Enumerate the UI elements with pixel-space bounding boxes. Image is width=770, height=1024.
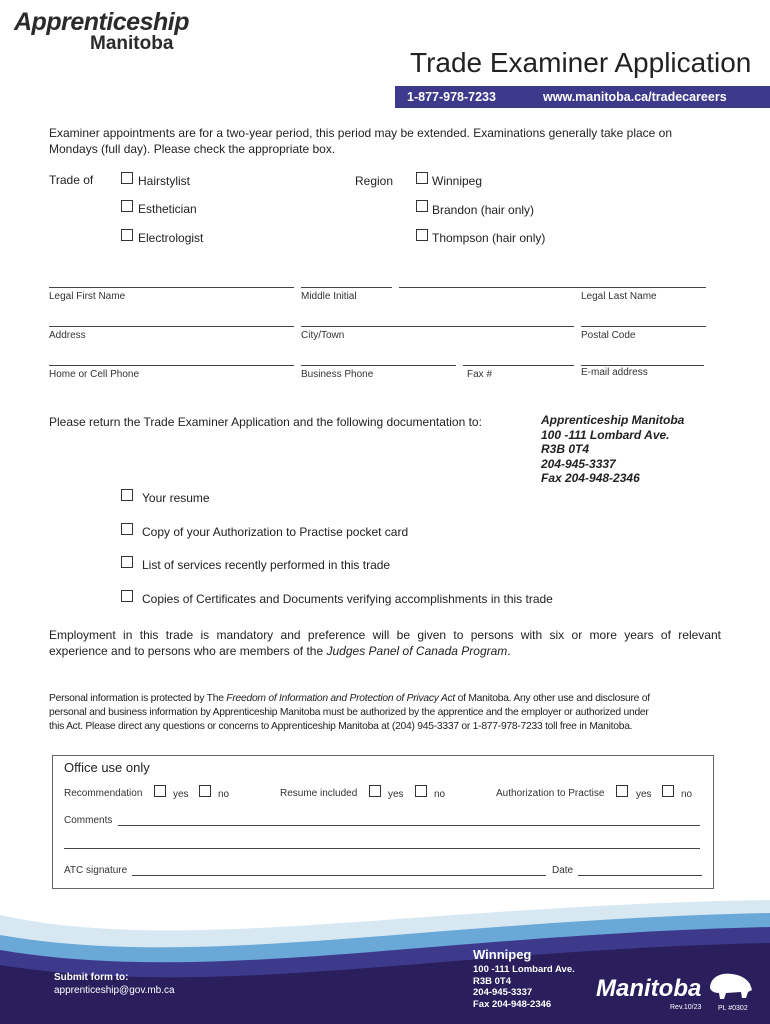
last-name-label: Legal Last Name [581,291,657,302]
fax-field[interactable] [463,365,574,366]
postal-code-label: Postal Code [581,330,636,341]
region-option-label: Winnipeg [432,174,483,188]
region-label: Region [355,174,394,188]
resume-yes-checkbox[interactable] [369,785,381,797]
revision-number: Rev.10/23 [670,1004,702,1011]
email-label: E-mail address [581,367,648,378]
trade-option-label: Esthetician [138,202,197,216]
logo-apprenticeship: Apprenticeship [14,8,189,36]
return-instructions: Please return the Trade Examiner Application and the following documentation to: [49,415,482,429]
return-address: Apprenticeship Manitoba 100 -111 Lombard Ave. R3B 0T4 204-945-3337 Fax 204-948-2346 [541,413,685,485]
privacy-paragraph: Personal information is protected by The Freedom of Information and Protection of Privacy Act of Manitoba. Any other use and disclosure of personal and business information by Apprenticeship Manitoba must be authorized by the apprentice and the employer or authorized under this Act. Please direct any questions or concerns to Apprenticeship Manitoba at (204) 945-3337 or 1-877-978-7233 toll free in Manitoba. [49,693,650,732]
home-phone-field[interactable] [49,365,294,366]
footer-wave-svg [0,895,770,1024]
phone-number: 1-877-978-7233 [407,90,496,104]
region-option-label: Thompson (hair only) [432,231,546,245]
comments-field[interactable] [118,825,700,826]
office-title: Office use only [64,760,150,775]
yes-label: yes [173,789,189,800]
business-phone-label: Business Phone [301,369,374,380]
yes-label: yes [636,789,652,800]
region-checkbox-winnipeg[interactable] [416,172,428,184]
region-option-label: Brandon (hair only) [432,203,535,217]
no-label: no [681,789,693,800]
first-name-label: Legal First Name [49,291,126,302]
logo-manitoba: Manitoba [90,33,174,54]
doc-item-label: Your resume [142,491,210,505]
last-name-field[interactable] [399,287,706,288]
middle-initial-label: Middle Initial [301,291,357,302]
intro-text: Examiner appointments are for a two-year period, this period may be extended. Examinations generally take place on Mondays (full day). Please check the appropriate box. [49,126,673,156]
middle-initial-field[interactable] [301,287,392,288]
authorization-label: Authorization to Practise [496,788,605,799]
resume-included-label: Resume included [280,788,358,799]
address-label: Address [49,330,86,341]
employment-paragraph: Employment in this trade is mandatory and preference will be given to persons with six or more years of relevant experience and to persons who are members of the Judges Panel of Canada Program. [49,628,721,658]
region-checkbox-brandon[interactable] [416,200,428,212]
recommendation-yes-checkbox[interactable] [154,785,166,797]
region-checkbox-thompson[interactable] [416,229,428,241]
doc-item-label: Copies of Certificates and Documents verifying accomplishments in this trade [142,592,553,606]
trade-option-label: Electrologist [138,231,204,245]
authorization-no-checkbox[interactable] [662,785,674,797]
comments-label: Comments [64,815,113,826]
doc-checkbox-authorization[interactable] [121,523,133,535]
footer-city: Winnipeg [473,947,532,962]
manitoba-logo: Manitoba [596,975,702,1002]
trade-checkbox-electrologist[interactable] [121,229,133,241]
authorization-yes-checkbox[interactable] [616,785,628,797]
no-label: no [218,789,230,800]
city-label: City/Town [301,330,345,341]
submit-email[interactable]: apprenticeship@gov.mb.ca [54,985,175,996]
no-label: no [434,789,446,800]
atc-signature-field[interactable] [132,875,546,876]
fax-label: Fax # [467,369,493,380]
website-link[interactable]: www.manitoba.ca/tradecareers [543,90,727,104]
trade-checkbox-esthetician[interactable] [121,200,133,212]
trade-option-label: Hairstylist [138,174,191,188]
address-field[interactable] [49,326,294,327]
city-field[interactable] [301,326,574,327]
page-title: Trade Examiner Application [410,47,752,78]
submit-label: Submit form to: [54,972,129,983]
form-number: PL #0302 [718,1005,748,1012]
contact-bar [395,86,770,108]
date-field[interactable] [578,875,702,876]
doc-checkbox-resume[interactable] [121,489,133,501]
doc-checkbox-certificates[interactable] [121,590,133,602]
atc-signature-label: ATC signature [64,865,128,876]
doc-checkbox-services[interactable] [121,556,133,568]
business-phone-field[interactable] [301,365,456,366]
bison-icon [704,968,756,1004]
first-name-field[interactable] [49,287,294,288]
yes-label: yes [388,789,404,800]
footer-wave-graphic [0,895,770,1024]
trade-checkbox-hairstylist[interactable] [121,172,133,184]
recommendation-no-checkbox[interactable] [199,785,211,797]
email-field[interactable] [581,365,704,366]
doc-item-label: Copy of your Authorization to Practise pocket card [142,525,409,539]
doc-item-label: List of services recently performed in this trade [142,558,391,572]
postal-code-field[interactable] [581,326,706,327]
office-use-box [52,755,714,889]
footer-address: 100 -111 Lombard Ave. R3B 0T4 204-945-3337 Fax 204-948-2346 [473,964,575,1010]
date-label: Date [552,865,574,876]
trade-label: Trade of [49,173,94,187]
recommendation-label: Recommendation [64,788,143,799]
home-phone-label: Home or Cell Phone [49,369,140,380]
comments-field-line2[interactable] [64,848,700,849]
resume-no-checkbox[interactable] [415,785,427,797]
